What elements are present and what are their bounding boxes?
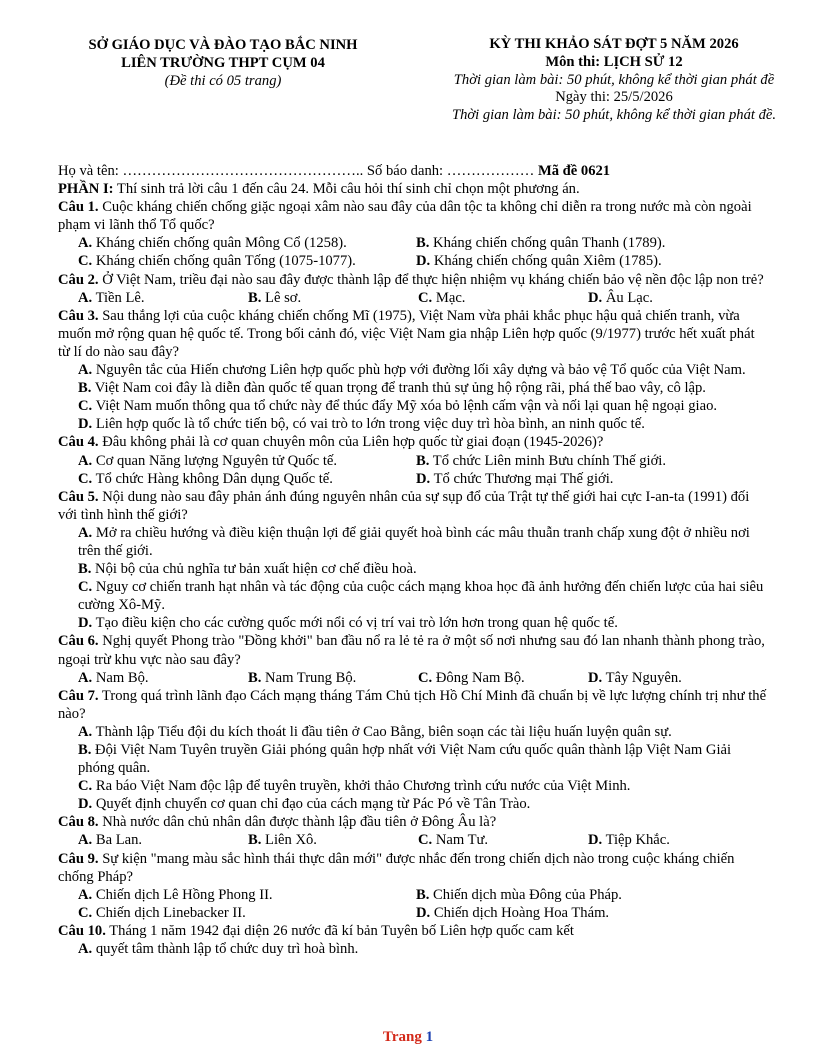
question-label: Câu 6. — [58, 633, 99, 650]
option-letter: D. — [78, 615, 93, 632]
option-c[interactable] — [78, 904, 416, 922]
option-letter: B. — [416, 452, 430, 469]
option-letter: A. — [78, 289, 93, 306]
candidate-fields: Họ và tên: ………………………………………….. Số báo danh: ……………… — [58, 163, 538, 179]
question-stem — [58, 271, 770, 289]
option-text: Mạc. — [435, 289, 466, 306]
option-letter: D. — [416, 904, 431, 921]
option-text: Nam Trung Bộ. — [265, 669, 357, 686]
option-a[interactable] — [78, 234, 416, 252]
option-letter: C. — [78, 253, 93, 270]
option-c[interactable] — [418, 669, 588, 687]
option-c[interactable] — [58, 397, 770, 415]
options-row — [58, 904, 770, 922]
option-letter: A. — [78, 886, 93, 903]
question-text: Nhà nước dân chủ nhân dân được thành lập đầu tiên ở Đông Âu là? — [98, 814, 497, 831]
option-letter: A. — [78, 723, 93, 740]
option-b[interactable] — [248, 831, 418, 849]
option-text: Chiến dịch Linebacker II. — [95, 904, 246, 921]
option-letter: C. — [78, 904, 93, 921]
option-a[interactable] — [78, 831, 248, 849]
question-label: Câu 3. — [58, 307, 99, 324]
option-d[interactable] — [416, 470, 613, 488]
question-stem — [58, 307, 770, 361]
option-letter: D. — [416, 470, 431, 487]
option-letter: B. — [78, 742, 92, 758]
question-stem — [58, 922, 770, 940]
option-letter: B. — [78, 561, 92, 578]
option-text: Đội Việt Nam Tuyên truyền Giải phóng quân hợp nhất với Việt Nam cứu quốc quân thành lập Việt Nam Giải phóng quân. — [78, 742, 732, 777]
option-text: Kháng chiến chống quân Tống (1075-1077). — [95, 253, 356, 270]
option-text: Kháng chiến chống quân Xiêm (1785). — [433, 253, 662, 270]
option-text: Liên hợp quốc là tổ chức tiến bộ, có vai trò to lớn trong việc duy trì hòa bình, an ninh quốc tế. — [95, 416, 645, 433]
option-letter: A. — [78, 362, 93, 379]
option-letter: C. — [78, 579, 93, 596]
option-a[interactable] — [58, 723, 770, 741]
option-text: Nam Tư. — [435, 832, 489, 849]
options-row — [58, 831, 770, 849]
option-text: Quyết định chuyển cơ quan chỉ đạo của cách mạng từ Pác Pó về Tân Trào. — [95, 796, 531, 813]
option-text: Chiến dịch Lê Hồng Phong II. — [95, 886, 273, 903]
option-d[interactable] — [58, 795, 770, 813]
header-right — [398, 36, 816, 125]
question-text: Ở Việt Nam, triều đại nào sau đây được thành lập để thực hiện nhiệm vụ kháng chiến bảo vệ nền độc lập non trẻ? — [98, 271, 764, 288]
option-a[interactable] — [78, 669, 248, 687]
option-d[interactable] — [588, 669, 682, 687]
question-stem — [58, 632, 770, 668]
option-text: Thành lập Tiểu đội du kích thoát li đầu tiên ở Cao Bằng, biên soạn các tài liệu huấn luyện quân sự. — [95, 723, 672, 740]
option-text: Nội bộ của chủ nghĩa tư bản xuất hiện cơ chế điều hoà. — [95, 561, 417, 578]
option-text: Kháng chiến chống quân Thanh (1789). — [433, 235, 666, 252]
options-row — [58, 886, 770, 904]
option-letter: B. — [248, 669, 262, 686]
option-a[interactable] — [78, 289, 248, 307]
option-b[interactable] — [416, 886, 622, 904]
option-letter: C. — [78, 778, 93, 795]
option-a[interactable] — [58, 361, 770, 379]
question-text: Cuộc kháng chiến chống giặc ngoại xâm nào sau đây của dân tộc ta không chỉ diễn ra trong nước mà còn ngoài phạm vi lãnh thổ Tổ quốc? — [58, 199, 752, 234]
subject-name: Môn thi: LỊCH SỬ 12 — [545, 53, 683, 70]
question-text: Nội dung nào sau đây phản ánh đúng nguyên nhân của sự sụp đổ của Trật tự thế giới hai cực I-an-ta (1991) đối với tình hình thế giới? — [58, 488, 750, 523]
option-letter: D. — [78, 796, 93, 813]
option-letter: C. — [78, 398, 93, 415]
option-letter: B. — [416, 886, 430, 903]
question-label: Câu 10. — [58, 922, 106, 939]
option-text: Cơ quan Năng lượng Nguyên tử Quốc tế. — [95, 452, 338, 469]
page-count-note: (Đề thi có 05 trang) — [164, 73, 282, 90]
question-9 — [58, 850, 770, 922]
question-7 — [58, 687, 770, 814]
question-label: Câu 9. — [58, 850, 99, 867]
option-text: Tổ chức Thương mại Thế giới. — [433, 470, 614, 487]
exam-code: Mã đề 0621 — [537, 163, 611, 179]
exam-date: Ngày thi: 25/5/2026 — [555, 89, 673, 106]
option-b[interactable] — [58, 560, 770, 578]
option-a[interactable] — [58, 940, 770, 958]
option-text: Liên Xô. — [265, 832, 317, 849]
option-letter: A. — [78, 235, 93, 252]
option-a[interactable] — [58, 524, 770, 560]
question-text: Sau thắng lợi của cuộc kháng chiến chống Mĩ (1975), Việt Nam vừa phải khắc phục hậu quả chiến tranh, vừa muốn mở rộng quan hệ quốc tế. Trong bối cảnh đó, việc Việt Nam gia nhập Liên hợp quốc (9/1977) trước hết xuất phát từ lí do nào sau đây? — [58, 307, 755, 360]
option-letter: B. — [248, 832, 262, 849]
question-text: Trong quá trình lãnh đạo Cách mạng tháng Tám Chủ tịch Hồ Chí Minh đã chuẩn bị về lực lượng chính trị như thế nào? — [58, 687, 767, 722]
option-text: Âu Lạc. — [605, 289, 653, 306]
option-text: Nam Bộ. — [95, 669, 149, 686]
school-name: LIÊN TRƯỜNG THPT CỤM 04 — [121, 55, 325, 72]
option-letter: C. — [78, 470, 93, 487]
options-row — [58, 669, 770, 687]
question-label: Câu 5. — [58, 488, 99, 505]
option-text: Ra báo Việt Nam độc lập để tuyên truyền, khởi thảo Chương trình cứu nước của Việt Minh. — [95, 778, 631, 795]
option-text: Tiền Lê. — [95, 289, 145, 306]
option-d[interactable] — [416, 252, 662, 270]
option-letter: C. — [418, 669, 433, 686]
page-footer — [0, 1028, 816, 1046]
option-d[interactable] — [58, 415, 770, 433]
option-text: Lê sơ. — [265, 289, 302, 306]
option-letter: B. — [78, 380, 92, 397]
option-text: Ba Lan. — [95, 832, 143, 849]
option-text: Chiến dịch Hoàng Hoa Thám. — [433, 904, 610, 921]
option-text: Mở ra chiều hướng và điều kiện thuận lợi để giải quyết hoà bình các mâu thuẫn tranh chấp xung đột ở nhiều nơi trên thế giới. — [78, 524, 750, 559]
duration-note: Thời gian làm bài: 50 phút, không kể thời gian phát đề — [453, 71, 775, 88]
option-letter: B. — [416, 235, 430, 252]
question-stem — [58, 433, 770, 451]
option-text: Kháng chiến chống quân Mông Cổ (1258). — [95, 235, 347, 252]
question-3 — [58, 307, 770, 434]
question-label: Câu 4. — [58, 434, 99, 451]
question-text: Đâu không phải là cơ quan chuyên môn của Liên hợp quốc từ giai đoạn (1945-2026)? — [98, 434, 604, 451]
option-c[interactable] — [58, 777, 770, 795]
option-letter: D. — [416, 253, 431, 270]
option-b[interactable] — [58, 379, 770, 397]
question-text: Nghị quyết Phong trào "Đồng khởi" ban đầu nổ ra lẻ tẻ ra ở một số nơi nhưng sau đó lan nhanh thành phong trào, ngoại trừ khu vực nào sau đây? — [58, 633, 765, 668]
option-letter: D. — [588, 832, 603, 849]
option-a[interactable] — [78, 452, 416, 470]
question-8 — [58, 813, 770, 849]
header-left — [58, 36, 388, 90]
option-text: Tây Nguyên. — [605, 669, 682, 686]
options-row — [58, 234, 770, 252]
option-letter: A. — [78, 832, 93, 849]
question-stem — [58, 850, 770, 886]
question-label: Câu 2. — [58, 271, 99, 288]
question-stem — [58, 198, 770, 234]
question-10 — [58, 922, 770, 958]
option-text: Đông Nam Bộ. — [435, 669, 525, 686]
question-label: Câu 1. — [58, 199, 99, 216]
option-text: Việt Nam coi đây là diễn đàn quốc tế quan trọng để tranh thủ sự ủng hộ rộng rãi, phá thế bao vây, cô lập. — [94, 380, 706, 397]
candidate-line — [58, 162, 770, 180]
part-instruction-text: Thí sinh trả lời câu 1 đến câu 24. Mỗi câu hỏi thí sinh chỉ chọn một phương án. — [113, 181, 580, 198]
question-label: Câu 8. — [58, 814, 99, 831]
option-text: Tổ chức Hàng không Dân dụng Quốc tế. — [95, 470, 333, 487]
option-d[interactable] — [416, 904, 609, 922]
option-letter: D. — [78, 416, 93, 433]
question-stem — [58, 687, 770, 723]
option-b[interactable] — [248, 289, 418, 307]
options-row — [58, 289, 770, 307]
option-letter: C. — [418, 289, 433, 306]
question-1 — [58, 198, 770, 270]
option-c[interactable] — [418, 289, 588, 307]
option-text: quyết tâm thành lập tổ chức duy trì hoà bình. — [95, 941, 359, 958]
exam-title: KỲ THI KHẢO SÁT ĐỢT 5 NĂM 2026 — [489, 36, 739, 52]
option-text: Tạo điều kiện cho các cường quốc mới nổi có vị trí vai trò lớn hơn trong quan hệ quốc tế. — [95, 615, 618, 632]
option-b[interactable] — [416, 452, 666, 470]
duration-note-repeat: Thời gian làm bài: 50 phút, không kể thời gian phát đề. — [451, 107, 777, 124]
option-text: Tiệp Khắc. — [605, 832, 670, 849]
question-text: Tháng 1 năm 1942 đại diện 26 nước đã kí bản Tuyên bố Liên hợp quốc cam kết — [105, 922, 574, 939]
option-letter: D. — [588, 669, 603, 686]
question-stem — [58, 488, 770, 524]
option-c[interactable] — [58, 578, 770, 614]
option-c[interactable] — [418, 831, 588, 849]
question-text: Sự kiện "mang màu sắc hình thái thực dân mới" được nhắc đến trong chiến dịch nào trong cuộc kháng chiến chống Pháp? — [58, 850, 735, 885]
option-d[interactable] — [58, 614, 770, 632]
exam-header — [58, 36, 777, 148]
question-4 — [58, 433, 770, 487]
page-word: Trang — [382, 1029, 422, 1045]
exam-page — [58, 36, 777, 958]
question-label: Câu 7. — [58, 687, 99, 704]
option-letter: A. — [78, 941, 93, 958]
option-letter: D. — [588, 289, 603, 306]
option-c[interactable] — [78, 470, 416, 488]
option-b[interactable] — [416, 234, 665, 252]
option-b[interactable] — [248, 669, 418, 687]
option-c[interactable] — [78, 252, 416, 270]
question-6 — [58, 632, 770, 686]
option-d[interactable] — [588, 831, 670, 849]
option-text: Chiến dịch mùa Đông của Pháp. — [433, 886, 622, 903]
option-letter: A. — [78, 524, 93, 541]
options-row — [58, 252, 770, 270]
part-instruction — [58, 180, 770, 198]
option-letter: B. — [248, 289, 262, 306]
option-b[interactable] — [58, 741, 770, 777]
option-letter: C. — [418, 832, 433, 849]
option-d[interactable] — [588, 289, 653, 307]
question-2 — [58, 271, 770, 307]
option-text: Tổ chức Liên minh Bưu chính Thế giới. — [432, 452, 666, 469]
question-5 — [58, 488, 770, 633]
part-title: PHẦN I: — [58, 181, 114, 198]
options-row — [58, 452, 770, 470]
options-row — [58, 470, 770, 488]
option-text: Việt Nam muốn thông qua tổ chức này để thúc đẩy Mỹ xóa bỏ lệnh cấm vận và nối lại quan hệ ngoại giao. — [95, 398, 718, 415]
page-number: 1 — [425, 1029, 434, 1045]
option-a[interactable] — [78, 886, 416, 904]
question-stem — [58, 813, 770, 831]
option-letter: A. — [78, 452, 93, 469]
option-letter: A. — [78, 669, 93, 686]
department-name: SỞ GIÁO DỤC VÀ ĐÀO TẠO BẮC NINH — [88, 37, 358, 53]
option-text: Nguy cơ chiến tranh hạt nhân và tác động của cuộc cách mạng khoa học đã ảnh hưởng đến chiến lược của hai siêu cường Xô-Mỹ. — [78, 579, 764, 614]
option-text: Nguyên tắc của Hiến chương Liên hợp quốc phù hợp với đường lối xây dựng và bảo vệ Tổ quốc của Việt Nam. — [95, 362, 746, 379]
